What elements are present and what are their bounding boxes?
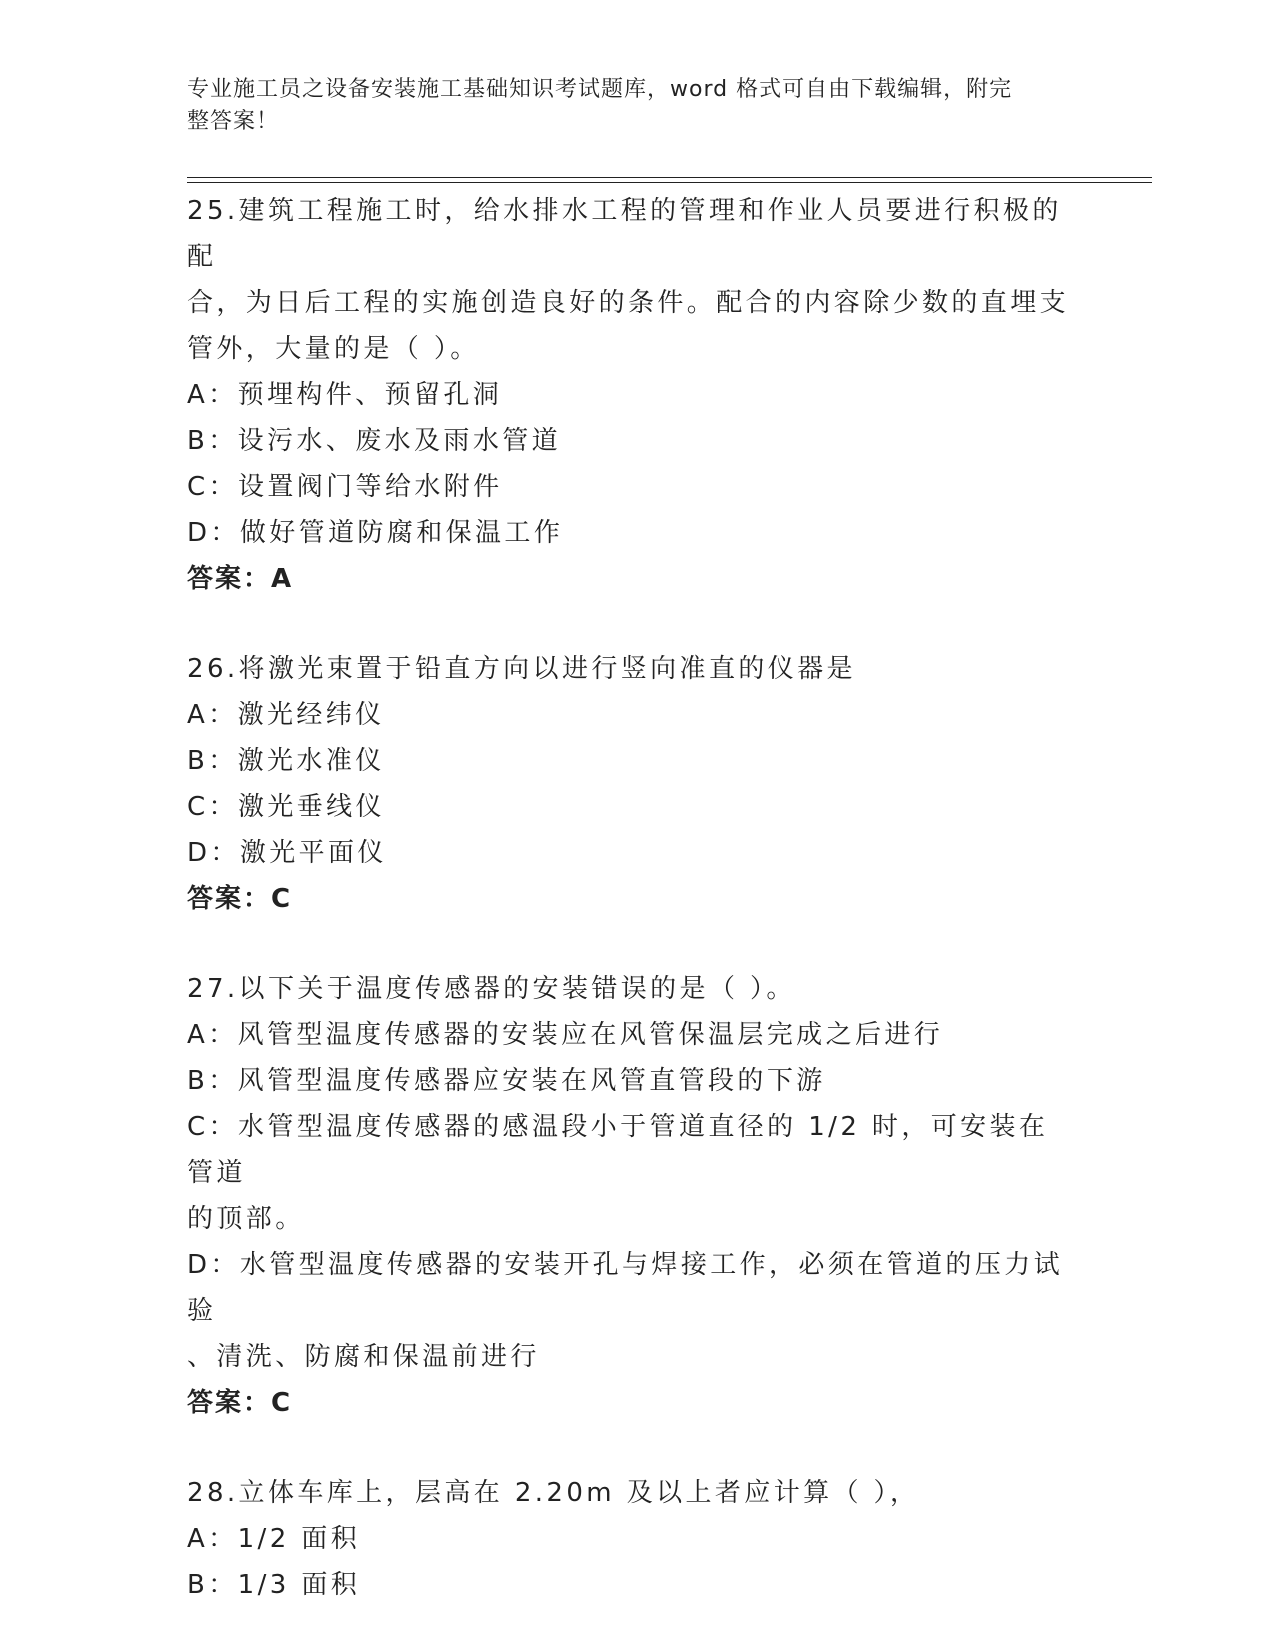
- answer-key: 答案：C: [187, 884, 293, 914]
- question-stem: 26.将激光束置于铅直方向以进行竖向准直的仪器是: [187, 654, 856, 684]
- header-line-1: 专业施工员之设备安装施工基础知识考试题库，word 格式可自由下载编辑，附完: [187, 77, 1013, 102]
- answer-key: 答案：A: [187, 564, 294, 594]
- header-line-2: 整答案！: [187, 109, 280, 134]
- document-header: [187, 74, 1067, 138]
- answer-option: B：1/3 面积: [187, 1570, 361, 1600]
- question-list: [187, 188, 1077, 1608]
- question-spacer: [187, 1426, 1077, 1470]
- question-spacer: [187, 922, 1077, 966]
- question-stem: 管外，大量的是（ ）。: [187, 334, 480, 364]
- question-spacer: [187, 602, 1077, 646]
- question-stem: 27.以下关于温度传感器的安装错误的是（ ）。: [187, 974, 796, 1004]
- header-divider-bottom: [187, 182, 1152, 183]
- answer-option: A：预埋构件、预留孔洞: [187, 380, 503, 410]
- question-25: [187, 188, 1077, 602]
- answer-option: D：做好管道防腐和保温工作: [187, 518, 564, 548]
- answer-option: 、清洗、防腐和保温前进行: [187, 1342, 540, 1372]
- header-divider-top: [187, 177, 1152, 178]
- question-26: [187, 646, 1077, 922]
- question-stem: 合，为日后工程的实施创造良好的条件。配合的内容除少数的直埋支: [187, 288, 1070, 318]
- question-27: [187, 966, 1077, 1426]
- answer-option: C：激光垂线仪: [187, 792, 385, 822]
- answer-option: A：激光经纬仪: [187, 700, 385, 730]
- answer-key: 答案：C: [187, 1388, 293, 1418]
- question-stem: 28.立体车库上，层高在 2.20m 及以上者应计算（ ），: [187, 1478, 920, 1508]
- answer-option: D：激光平面仪: [187, 838, 387, 868]
- answer-option: B：激光水准仪: [187, 746, 385, 776]
- answer-option: B：设污水、废水及雨水管道: [187, 426, 562, 456]
- answer-option: A：风管型温度传感器的安装应在风管保温层完成之后进行: [187, 1020, 944, 1050]
- answer-option: B：风管型温度传感器应安装在风管直管段的下游: [187, 1066, 826, 1096]
- answer-option: 的顶部。: [187, 1204, 305, 1234]
- answer-option: C：设置阀门等给水附件: [187, 472, 503, 502]
- answer-option: D：水管型温度传感器的安装开孔与焊接工作，必须在管道的压力试验: [187, 1250, 1064, 1326]
- question-stem: 25.建筑工程施工时，给水排水工程的管理和作业人员要进行积极的配: [187, 196, 1062, 272]
- question-28: [187, 1470, 1077, 1608]
- answer-option: C：水管型温度传感器的感温段小于管道直径的 1/2 时，可安装在管道: [187, 1112, 1049, 1188]
- answer-option: A：1/2 面积: [187, 1524, 361, 1554]
